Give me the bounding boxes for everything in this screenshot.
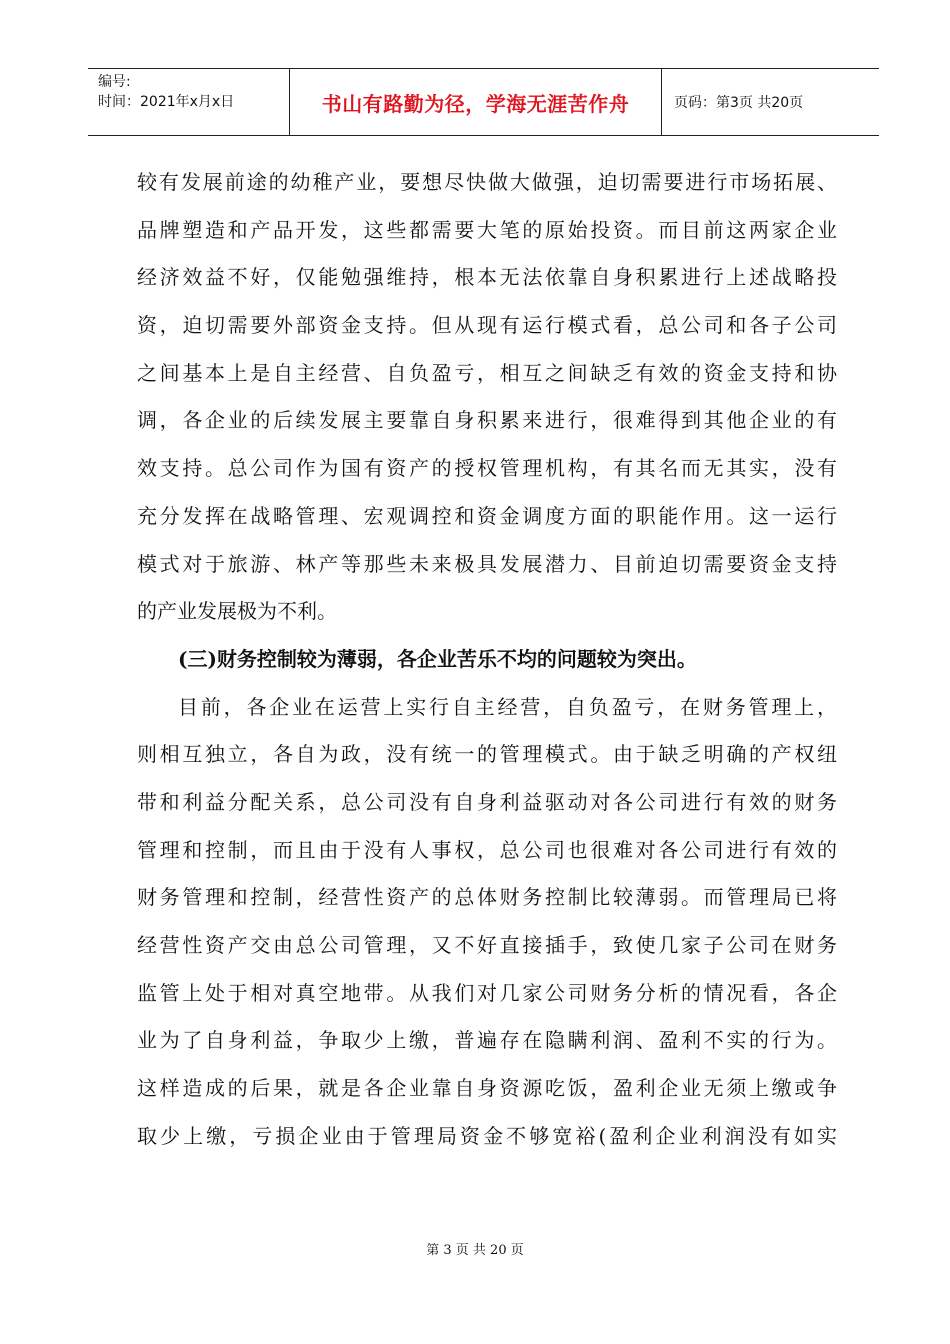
text-line: 较有发展前途的幼稚产业，要想尽快做大做强，迫切需要进行市场拓展、 xyxy=(137,170,837,194)
text-line: 效支持。总公司作为国有资产的授权管理机构，有其名而无其实，没有 xyxy=(137,456,837,481)
text-line: 经济效益不好，仅能勉强维持，根本无法依靠自身积累进行上述战略投 xyxy=(137,265,837,290)
header-motto-cell xyxy=(290,69,662,135)
motto-text: 书山有路勤为径，学海无涯苦作舟 xyxy=(321,91,630,116)
section-heading: (三)财务控制较为薄弱，各企业苦乐不均的问题较为突出。 xyxy=(178,646,697,671)
text-line: 经营性资产交由总公司管理，又不好直接插手，致使几家子公司在财务 xyxy=(137,933,837,957)
text-line: 目前，各企业在运营上实行自主经营，自负盈亏，在财务管理上， xyxy=(178,694,837,719)
text-line: 则相互独立，各自为政，没有统一的管理模式。由于缺乏明确的产权纽 xyxy=(137,742,837,767)
page-info: 页码：第3页 共20页 xyxy=(674,95,804,111)
text-line: 带和利益分配关系，总公司没有自身利益驱动对各公司进行有效的财务 xyxy=(137,789,837,814)
time-label: 时间：2021年x月x日 xyxy=(98,94,235,110)
page-footer: 第 3 页 共 20 页 xyxy=(426,1243,524,1258)
text-line: 调，各企业的后续发展主要靠自身积累来进行，很难得到其他企业的有 xyxy=(137,408,837,433)
text-line: 监管上处于相对真空地带。从我们对几家公司财务分析的情况看，各企 xyxy=(137,980,837,1005)
number-label: 编号: xyxy=(98,74,131,90)
text-line: 业为了自身利益，争取少上缴，普遍存在隐瞒利润、盈利不实的行为。 xyxy=(137,1028,837,1053)
page-header xyxy=(88,68,879,136)
text-line: 的产业发展极为不利。 xyxy=(137,599,337,624)
text-line: 财务管理和控制，经营性资产的总体财务控制比较薄弱。而管理局已将 xyxy=(137,885,837,910)
text-line: 管理和控制，而且由于没有人事权，总公司也很难对各公司进行有效的 xyxy=(137,837,837,862)
header-page-cell xyxy=(662,69,879,135)
text-line: 模式对于旅游、林产等那些未来极具发展潜力、目前迫切需要资金支持 xyxy=(137,551,837,576)
header-meta-cell xyxy=(88,69,290,135)
text-line: 品牌塑造和产品开发，这些都需要大笔的原始投资。而目前这两家企业 xyxy=(137,217,837,242)
text-line: 取少上缴，亏损企业由于管理局资金不够宽裕(盈利企业利润没有如实 xyxy=(137,1123,837,1148)
text-line: 这样造成的后果，就是各企业靠自身资源吃饭，盈利企业无须上缴或争 xyxy=(137,1076,837,1101)
text-line: 充分发挥在战略管理、宏观调控和资金调度方面的职能作用。这一运行 xyxy=(137,503,837,528)
text-line: 之间基本上是自主经营、自负盈亏，相互之间缺乏有效的资金支持和协 xyxy=(137,360,837,385)
document-body xyxy=(137,168,837,1169)
text-line: 资，迫切需要外部资金支持。但从现有运行模式看，总公司和各子公司 xyxy=(137,313,837,338)
